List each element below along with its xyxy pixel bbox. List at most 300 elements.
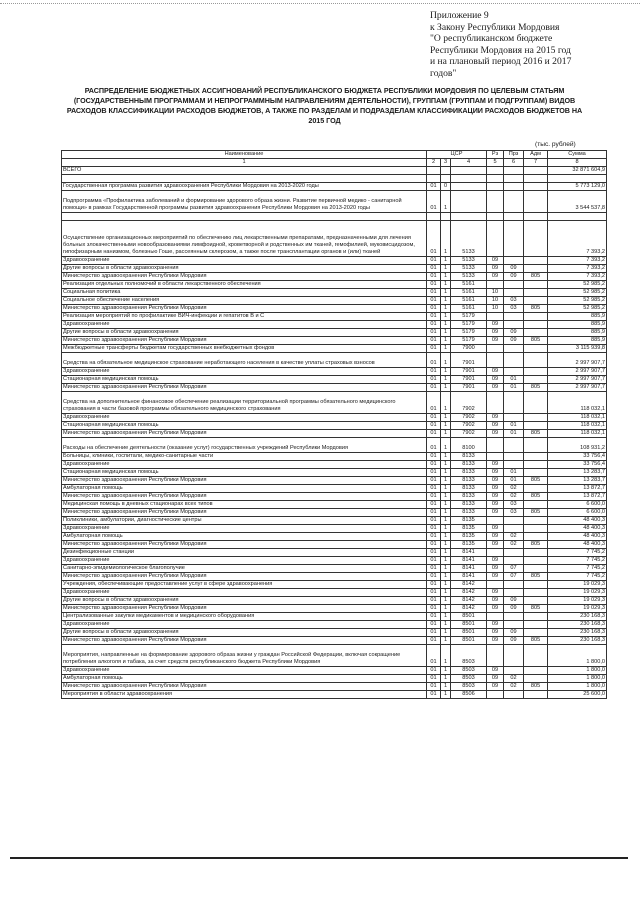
cell-name: Министерство здравоохранения Республики Мордовия xyxy=(62,637,427,645)
cell-csr-subprogram: 1 xyxy=(441,493,451,501)
cell-csr-subprogram: 1 xyxy=(441,345,451,353)
cell-adm xyxy=(524,565,548,573)
cell-prz: 02 xyxy=(504,683,524,691)
cell-prz xyxy=(504,549,524,557)
cell-name: Министерство здравоохранения Республики Мордовия xyxy=(62,384,427,392)
cell-prz xyxy=(504,313,524,321)
cell-csr-program: 01 xyxy=(427,541,441,549)
cell-sum: 25 600,0 xyxy=(548,691,607,699)
cell-csr-code: 7901 xyxy=(451,384,487,392)
cell-adm xyxy=(524,183,548,191)
table-body xyxy=(62,167,607,699)
header-num: 8 xyxy=(548,159,607,167)
cell-rz xyxy=(487,549,504,557)
cell-csr-subprogram: 1 xyxy=(441,453,451,461)
table-row xyxy=(62,329,607,337)
cell-adm: 805 xyxy=(524,637,548,645)
cell-csr-program: 01 xyxy=(427,637,441,645)
cell-csr-subprogram: 1 xyxy=(441,313,451,321)
cell-name: Больницы, клиники, госпитали, медико-санитарные части xyxy=(62,453,427,461)
cell-csr-code: 8503 xyxy=(451,683,487,691)
cell-csr-subprogram: 1 xyxy=(441,581,451,589)
cell-prz: 07 xyxy=(504,565,524,573)
header-rz: Рз xyxy=(487,151,504,159)
cell-prz: 03 xyxy=(504,297,524,305)
cell-name: Здравоохранение xyxy=(62,257,427,265)
cell-csr-code: 7901 xyxy=(451,376,487,384)
cell-csr-code: 5179 xyxy=(451,321,487,329)
table-row xyxy=(62,297,607,305)
cell-csr-code: 8135 xyxy=(451,533,487,541)
annex-note xyxy=(430,10,635,80)
cell-prz xyxy=(504,525,524,533)
cell-name: Дезинфекционные станции xyxy=(62,549,427,557)
cell-adm xyxy=(524,645,548,667)
header-num: 3 xyxy=(441,159,451,167)
table-row xyxy=(62,525,607,533)
cell-csr-code: 8135 xyxy=(451,525,487,533)
cell-csr-program: 01 xyxy=(427,453,441,461)
cell-csr-program: 01 xyxy=(427,629,441,637)
cell-csr-code: 7900 xyxy=(451,345,487,353)
cell-rz: 09 xyxy=(487,461,504,469)
cell-rz: 09 xyxy=(487,557,504,565)
cell-csr-subprogram: 1 xyxy=(441,430,451,438)
table-row xyxy=(62,501,607,509)
cell-rz: 09 xyxy=(487,337,504,345)
table-row xyxy=(62,257,607,265)
cell-csr-subprogram: 1 xyxy=(441,605,451,613)
cell-csr-code: 8142 xyxy=(451,605,487,613)
cell-csr-program: 01 xyxy=(427,461,441,469)
cell-name: Учреждения, обеспечивающие предоставление услуг в сфере здравоохранения xyxy=(62,581,427,589)
cell-sum: 32 871 604,9 xyxy=(548,167,607,175)
cell-adm: 805 xyxy=(524,573,548,581)
cell-csr-program: 01 xyxy=(427,297,441,305)
cell-csr-code: 7902 xyxy=(451,414,487,422)
cell-sum: 7 393,2 xyxy=(548,265,607,273)
cell-prz: 09 xyxy=(504,637,524,645)
cell-rz: 09 xyxy=(487,430,504,438)
cell-csr-program: 01 xyxy=(427,509,441,517)
cell-adm xyxy=(524,691,548,699)
cell-prz: 02 xyxy=(504,675,524,683)
cell-csr-subprogram: 1 xyxy=(441,541,451,549)
cell-csr-program xyxy=(427,167,441,175)
cell-adm xyxy=(524,213,548,221)
table-row xyxy=(62,557,607,565)
cell-csr-code: 8503 xyxy=(451,675,487,683)
cell-rz: 09 xyxy=(487,265,504,273)
cell-name: Реализация отдельных полномочий в области лекарственного обеспечения xyxy=(62,281,427,289)
cell-csr-subprogram: 1 xyxy=(441,281,451,289)
cell-name: ВСЕГО xyxy=(62,167,427,175)
cell-sum: 52 985,2 xyxy=(548,289,607,297)
cell-sum: 7 745,2 xyxy=(548,549,607,557)
cell-csr-code: 8133 xyxy=(451,509,487,517)
cell-prz: 01 xyxy=(504,376,524,384)
table-row xyxy=(62,683,607,691)
cell-adm xyxy=(524,621,548,629)
cell-csr-program xyxy=(427,213,441,221)
cell-csr-code: 5161 xyxy=(451,281,487,289)
table-row xyxy=(62,438,607,453)
cell-csr-program: 01 xyxy=(427,414,441,422)
cell-name: Подпрограмма «Профилактика заболеваний и формирование здорового образа жизни. Развитие первичной медико - санитарной помощи» в рамках Государственной программы развития здравоохранения Республики Мордовия на 2013-2020 годы xyxy=(62,191,427,213)
cell-adm xyxy=(524,581,548,589)
cell-csr-program: 01 xyxy=(427,345,441,353)
cell-sum: 52 985,2 xyxy=(548,297,607,305)
cell-csr-code: 5133 xyxy=(451,265,487,273)
cell-rz xyxy=(487,691,504,699)
cell-rz: 10 xyxy=(487,305,504,313)
cell-csr-program: 01 xyxy=(427,621,441,629)
cell-csr-program: 01 xyxy=(427,321,441,329)
cell-name: Социальная политика xyxy=(62,289,427,297)
cell-csr-code: 7902 xyxy=(451,430,487,438)
cell-csr-subprogram: 1 xyxy=(441,565,451,573)
cell-rz xyxy=(487,213,504,221)
cell-adm xyxy=(524,501,548,509)
cell-name: Амбулаторная помощь xyxy=(62,485,427,493)
cell-csr-code: 8501 xyxy=(451,613,487,621)
cell-csr-code: 8133 xyxy=(451,485,487,493)
cell-csr-code: 7902 xyxy=(451,422,487,430)
table-row xyxy=(62,605,607,613)
cell-sum: 33 756,4 xyxy=(548,461,607,469)
cell-csr-program: 01 xyxy=(427,597,441,605)
cell-csr-subprogram: 1 xyxy=(441,613,451,621)
table-row xyxy=(62,461,607,469)
table-row xyxy=(62,453,607,461)
table-row xyxy=(62,183,607,191)
cell-rz xyxy=(487,517,504,525)
cell-name: Министерство здравоохранения Республики Мордовия xyxy=(62,430,427,438)
cell-rz: 09 xyxy=(487,509,504,517)
cell-csr-subprogram: 1 xyxy=(441,368,451,376)
cell-rz: 09 xyxy=(487,368,504,376)
cell-csr-code xyxy=(451,167,487,175)
table-row xyxy=(62,422,607,430)
cell-adm xyxy=(524,549,548,557)
cell-csr-subprogram: 1 xyxy=(441,533,451,541)
cell-csr-subprogram: 1 xyxy=(441,321,451,329)
cell-adm xyxy=(524,345,548,353)
cell-prz xyxy=(504,368,524,376)
cell-csr-program: 01 xyxy=(427,221,441,257)
cell-prz xyxy=(504,191,524,213)
document-title: РАСПРЕДЕЛЕНИЕ БЮДЖЕТНЫХ АССИГНОВАНИЙ РЕСПУБЛИКАНСКОГО БЮДЖЕТА РЕСПУБЛИКИ МОРДОВИЯ ПО ЦЕЛЕВЫМ СТАТЬЯМ (ГОСУДАРСТВЕННЫМ ПРОГРАММАМ И НЕПРОГРАММНЫМ НАПРАВЛЕНИЯМ ДЕЯТЕЛЬНОСТИ), ГРУППАМ (ГРУППАМ И ПОДГРУППАМ) ВИДОВ РАСХОДОВ КЛАССИФИКАЦИИ РАСХОДОВ БЮДЖЕТОВ, А ТАКЖЕ ПО РАЗДЕЛАМ И ПОДРАЗДЕЛАМ КЛАССИФИКАЦИИ РАСХОДОВ БЮДЖЕТОВ НА 2015 ГОД xyxy=(66,86,583,125)
cell-csr-code xyxy=(451,191,487,213)
cell-rz xyxy=(487,221,504,257)
table-row xyxy=(62,221,607,257)
cell-csr-program: 01 xyxy=(427,281,441,289)
cell-prz xyxy=(504,645,524,667)
cell-adm xyxy=(524,353,548,368)
cell-adm xyxy=(524,376,548,384)
table-row xyxy=(62,675,607,683)
cell-adm xyxy=(524,422,548,430)
cell-rz: 09 xyxy=(487,573,504,581)
cell-csr-subprogram: 1 xyxy=(441,337,451,345)
cell-csr-code: 8501 xyxy=(451,629,487,637)
table-row xyxy=(62,613,607,621)
cell-csr-code: 5179 xyxy=(451,329,487,337)
cell-adm xyxy=(524,597,548,605)
cell-prz: 01 xyxy=(504,477,524,485)
cell-adm xyxy=(524,392,548,414)
cell-csr-subprogram: 1 xyxy=(441,376,451,384)
cell-rz: 09 xyxy=(487,422,504,430)
header-csr: ЦСР xyxy=(427,151,487,159)
cell-name: Министерство здравоохранения Республики Мордовия xyxy=(62,683,427,691)
cell-name: Мероприятия в области здравоохранения xyxy=(62,691,427,699)
cell-name: Министерство здравоохранения Республики Мордовия xyxy=(62,605,427,613)
cell-name: Министерство здравоохранения Республики Мордовия xyxy=(62,509,427,517)
cell-sum: 2 997 907,7 xyxy=(548,384,607,392)
cell-name: Министерство здравоохранения Республики Мордовия xyxy=(62,541,427,549)
table-row xyxy=(62,637,607,645)
cell-csr-subprogram: 1 xyxy=(441,691,451,699)
cell-sum: 7 393,2 xyxy=(548,257,607,265)
cell-rz: 09 xyxy=(487,629,504,637)
cell-name: Амбулаторная помощь xyxy=(62,533,427,541)
cell-csr-code: 8501 xyxy=(451,637,487,645)
cell-csr-code: 7902 xyxy=(451,392,487,414)
cell-csr-subprogram: 1 xyxy=(441,629,451,637)
cell-sum: 7 393,2 xyxy=(548,221,607,257)
cell-sum: 2 997 907,7 xyxy=(548,353,607,368)
cell-csr-program: 01 xyxy=(427,533,441,541)
cell-csr-code xyxy=(451,183,487,191)
cell-name: Министерство здравоохранения Республики Мордовия xyxy=(62,337,427,345)
cell-adm: 805 xyxy=(524,384,548,392)
cell-csr-code: 8142 xyxy=(451,597,487,605)
cell-name: Стационарная медицинская помощь xyxy=(62,422,427,430)
annex-line: Республики Мордовия на 2015 год xyxy=(430,44,571,56)
cell-prz: 09 xyxy=(504,605,524,613)
cell-rz: 09 xyxy=(487,376,504,384)
header-num: 1 xyxy=(62,159,427,167)
cell-name: Межбюджетные трансферты бюджетам государственных внебюджетных фондов xyxy=(62,345,427,353)
cell-csr-subprogram: 1 xyxy=(441,329,451,337)
cell-name: Другие вопросы в области здравоохранения xyxy=(62,597,427,605)
cell-rz: 09 xyxy=(487,525,504,533)
cell-csr-program: 01 xyxy=(427,384,441,392)
cell-prz: 03 xyxy=(504,509,524,517)
cell-csr-program: 01 xyxy=(427,430,441,438)
cell-csr-code xyxy=(451,213,487,221)
table-row xyxy=(62,509,607,517)
cell-csr-subprogram: 1 xyxy=(441,645,451,667)
cell-adm xyxy=(524,167,548,175)
units-label: (тыс. рублей) xyxy=(535,141,576,148)
cell-csr-subprogram: 1 xyxy=(441,384,451,392)
cell-sum: 118 032,1 xyxy=(548,392,607,414)
cell-csr-code: 8141 xyxy=(451,565,487,573)
cell-name: Реализация мероприятий по профилактике ВИЧ-инфекции и гепатитов В и С xyxy=(62,313,427,321)
cell-adm xyxy=(524,533,548,541)
top-dotted-line xyxy=(0,3,640,4)
cell-sum: 885,9 xyxy=(548,329,607,337)
cell-name xyxy=(62,213,427,221)
cell-csr-program: 01 xyxy=(427,257,441,265)
cell-sum: 19 029,3 xyxy=(548,581,607,589)
cell-sum: 19 029,3 xyxy=(548,597,607,605)
cell-prz xyxy=(504,461,524,469)
header-num: 2 xyxy=(427,159,441,167)
cell-prz xyxy=(504,167,524,175)
cell-rz: 09 xyxy=(487,485,504,493)
cell-name: Осуществление организационных мероприятий по обеспечению лиц лекарственными препаратами, предназначенными для лечения больных злокачественными новообразованиями лимфоидной, кроветворной и родственных им тканей, гемофилией, муковисцидозом, гипофизарным нанизмом, болезнью Гоше, рассеянным склерозом, а также после трансплантации органов и (или) тканей xyxy=(62,221,427,257)
cell-rz: 09 xyxy=(487,667,504,675)
cell-rz: 09 xyxy=(487,384,504,392)
table-row xyxy=(62,265,607,273)
cell-csr-subprogram: 1 xyxy=(441,621,451,629)
cell-prz xyxy=(504,691,524,699)
cell-csr-subprogram: 1 xyxy=(441,289,451,297)
cell-csr-code: 5133 xyxy=(451,221,487,257)
cell-rz xyxy=(487,453,504,461)
cell-rz: 09 xyxy=(487,589,504,597)
cell-rz: 09 xyxy=(487,637,504,645)
header-name: Наименование xyxy=(62,151,427,159)
cell-name: Здравоохранение xyxy=(62,414,427,422)
cell-name: Министерство здравоохранения Республики Мордовия xyxy=(62,493,427,501)
cell-csr-program: 01 xyxy=(427,691,441,699)
cell-csr-code: 5161 xyxy=(451,289,487,297)
table-row xyxy=(62,469,607,477)
cell-name: Стационарная медицинская помощь xyxy=(62,469,427,477)
cell-adm: 805 xyxy=(524,493,548,501)
cell-csr-subprogram: 1 xyxy=(441,683,451,691)
cell-csr-program: 01 xyxy=(427,525,441,533)
table-row xyxy=(62,368,607,376)
header-num: 4 xyxy=(451,159,487,167)
cell-csr-subprogram xyxy=(441,167,451,175)
cell-prz xyxy=(504,175,524,183)
cell-name: Расходы на обеспечение деятельности (оказание услуг) государственных учреждений Республики Мордовия xyxy=(62,438,427,453)
cell-name: Здравоохранение xyxy=(62,368,427,376)
cell-adm xyxy=(524,321,548,329)
cell-sum: 118 032,1 xyxy=(548,414,607,422)
cell-csr-code: 8133 xyxy=(451,461,487,469)
cell-csr-program: 01 xyxy=(427,368,441,376)
cell-prz: 09 xyxy=(504,337,524,345)
cell-csr-subprogram: 1 xyxy=(441,637,451,645)
cell-sum: 13 283,7 xyxy=(548,469,607,477)
cell-sum: 48 400,3 xyxy=(548,533,607,541)
cell-rz: 09 xyxy=(487,321,504,329)
budget-table-wrapper xyxy=(61,150,606,699)
cell-csr-program: 01 xyxy=(427,667,441,675)
cell-name: Здравоохранение xyxy=(62,461,427,469)
cell-sum: 7 745,2 xyxy=(548,565,607,573)
annex-line: годов" xyxy=(430,67,457,79)
cell-name: Другие вопросы в области здравоохранения xyxy=(62,629,427,637)
cell-csr-subprogram: 1 xyxy=(441,517,451,525)
table-row xyxy=(62,376,607,384)
cell-rz: 09 xyxy=(487,469,504,477)
cell-sum: 1 800,0 xyxy=(548,675,607,683)
annex-line: Приложение 9 xyxy=(430,10,489,21)
cell-prz xyxy=(504,183,524,191)
cell-rz: 09 xyxy=(487,683,504,691)
annex-line: к Закону Республики Мордовия xyxy=(430,21,560,33)
cell-csr-program: 01 xyxy=(427,422,441,430)
cell-csr-code: 5161 xyxy=(451,297,487,305)
cell-name: Поликлиники, амбулатории, диагностические центры xyxy=(62,517,427,525)
budget-table xyxy=(61,150,607,699)
cell-rz: 09 xyxy=(487,605,504,613)
cell-csr-code: 8135 xyxy=(451,517,487,525)
cell-name: Медицинская помощь в дневных стационарах всех типов xyxy=(62,501,427,509)
cell-prz xyxy=(504,589,524,597)
cell-adm xyxy=(524,517,548,525)
cell-adm xyxy=(524,289,548,297)
cell-rz xyxy=(487,313,504,321)
cell-name: Другие вопросы в области здравоохранения xyxy=(62,265,427,273)
table-row xyxy=(62,273,607,281)
table-row xyxy=(62,541,607,549)
cell-name: Государственная программа развития здравоохранения Республики Мордовия на 2013-2020 годы xyxy=(62,183,427,191)
cell-rz: 09 xyxy=(487,533,504,541)
cell-prz: 02 xyxy=(504,493,524,501)
cell-name: Здравоохранение xyxy=(62,621,427,629)
cell-csr-program: 01 xyxy=(427,313,441,321)
cell-csr-program: 01 xyxy=(427,191,441,213)
table-row xyxy=(62,313,607,321)
cell-prz xyxy=(504,517,524,525)
cell-csr-program: 01 xyxy=(427,438,441,453)
cell-prz: 09 xyxy=(504,273,524,281)
cell-csr-subprogram: 1 xyxy=(441,414,451,422)
cell-prz xyxy=(504,353,524,368)
table-row xyxy=(62,305,607,313)
cell-rz: 09 xyxy=(487,273,504,281)
cell-sum xyxy=(548,175,607,183)
cell-csr-program: 01 xyxy=(427,549,441,557)
cell-csr-subprogram: 1 xyxy=(441,573,451,581)
cell-csr-subprogram: 0 xyxy=(441,183,451,191)
table-row xyxy=(62,667,607,675)
table-row xyxy=(62,485,607,493)
cell-adm xyxy=(524,461,548,469)
cell-sum: 1 800,0 xyxy=(548,645,607,667)
bottom-rule xyxy=(10,857,628,859)
cell-name: Средства на обязательное медицинское страхование неработающего населения в качестве уплаты страховых взносов xyxy=(62,353,427,368)
cell-adm xyxy=(524,629,548,637)
cell-csr-program: 01 xyxy=(427,305,441,313)
cell-csr-program: 01 xyxy=(427,573,441,581)
cell-sum: 3 115 939,8 xyxy=(548,345,607,353)
cell-rz: 09 xyxy=(487,541,504,549)
cell-csr-program: 01 xyxy=(427,683,441,691)
cell-name: Здравоохранение xyxy=(62,321,427,329)
cell-csr-code: 8133 xyxy=(451,453,487,461)
cell-sum: 2 997 907,7 xyxy=(548,376,607,384)
table-row xyxy=(62,414,607,422)
cell-csr-code xyxy=(451,175,487,183)
cell-sum: 108 931,2 xyxy=(548,438,607,453)
cell-csr-program: 01 xyxy=(427,605,441,613)
cell-prz xyxy=(504,213,524,221)
cell-sum: 1 800,0 xyxy=(548,683,607,691)
cell-csr-code: 8141 xyxy=(451,573,487,581)
table-row xyxy=(62,281,607,289)
cell-prz xyxy=(504,345,524,353)
cell-csr-program: 01 xyxy=(427,376,441,384)
